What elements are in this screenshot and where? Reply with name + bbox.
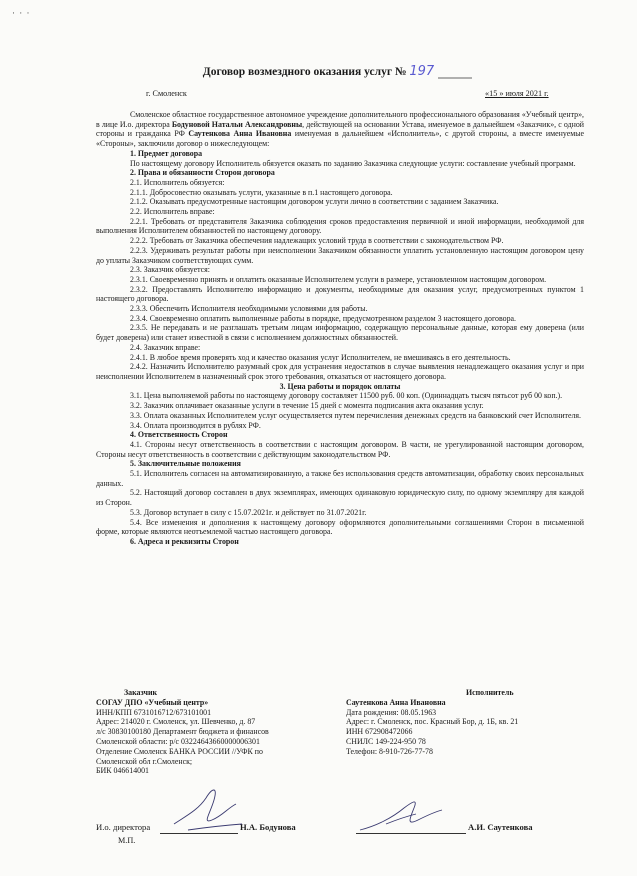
signatory-name-customer: Н.А. Бодунова (240, 822, 296, 832)
contract-paragraph: 2.3.4. Своевременно оплатить выполненные работы в порядке, предусмотренном разделом 3 настоящего договора. (130, 313, 517, 323)
contract-paragraph: 2.3.1. Своевременно принять и оплатить оказанные Исполнителем услуги в размере, установленном настоящим договором. (130, 274, 547, 284)
intro-part-3: именуемая в дальнейшем «Исполнитель», с другой стороны, а вместе именуемые «Стороны», заключили договор о нижеследующем: (96, 129, 584, 149)
contract-paragraph: 2.3.5. Не передавать и не разглашать третьим лицам информацию, содержащую персональные данные, которая ему доверена (или будет доверена) или станет известной в связи с исполнением должностных обязанностей. (96, 323, 584, 343)
contract-paragraph: 5.1. Исполнитель согласен на автоматизированную, а также без использования средств автоматизации, обработку своих персональных данных. (96, 469, 584, 488)
customer-heading: Заказчик (124, 688, 158, 697)
section-heading: 1. Предмет договора (130, 148, 203, 158)
contract-date: «15 » июля 2021 г. (485, 89, 549, 98)
contract-paragraph: 2.3.3. Обеспечить Исполнителя необходимыми условиями для работы. (130, 304, 368, 314)
city-label: г. Смоленск (146, 89, 187, 98)
contract-paragraph: 2.4.1. В любое время проверять ход и качество оказания услуг Исполнителем, не вмешиваясь в его деятельность. (130, 352, 511, 362)
section-heading: 5. Заключительные положения (130, 459, 241, 469)
contractor-line: Адрес: г. Смоленск, пос. Красный Бор, д. 1Б, кв. 21 (346, 717, 519, 727)
number-underline (438, 77, 474, 81)
customer-requisites (96, 688, 346, 776)
title-text: Договор возмездного оказания услуг № (202, 66, 407, 78)
contractor-line: ИНН 672908472066 (346, 727, 413, 737)
contract-paragraph: 2.2.1. Требовать от представителя Заказчика соблюдения сроков предоставления первичной и иной информации, необходимой для выполнения Исполнителем обязанностей по настоящему договору. (96, 216, 584, 236)
contract-paragraph: 3.2. Заказчик оплачивает оказанные услуги в течение 15 дней с момента подписания акта оказания услуг. (130, 401, 484, 411)
customer-line: л/с 30830100180 Департамент бюджета и финансов (96, 727, 269, 737)
customer-line: ИНН/КПП 6731016712/673101001 (96, 707, 212, 717)
contractor-full-name: Саутенкова Анна Ивановна (346, 697, 446, 707)
contract-paragraph: 5.3. Договор вступает в силу с 15.07.2021г. и действует по 31.07.2021г. (130, 507, 367, 517)
signatory-title: И.о. директора (96, 822, 151, 832)
signatory-name-contractor: А.И. Саутенкова (468, 822, 533, 832)
contract-paragraph: 2.1. Исполнитель обязуется: (130, 177, 225, 187)
intro-paragraph (96, 110, 584, 149)
contract-number: 197 (409, 64, 435, 79)
contract-paragraph: 2.3. Заказчик обязуется: (130, 265, 210, 275)
customer-signature-line (160, 833, 238, 834)
contract-paragraph: 3.4. Оплата производится в рублях РФ. (130, 420, 261, 430)
customer-line: Адрес: 214020 г. Смоленск, ул. Шевченко, д. 87 (96, 717, 256, 727)
scan-marks: · · · (12, 8, 31, 18)
contract-paragraph: 2.3.2. Предоставлять Исполнителю информацию и документы, необходимые для оказания услуг, предусмотренных пунктом 1 настоящего договора. (96, 284, 584, 304)
section-heading: 2. Права и обязанности Сторон договора (130, 168, 275, 178)
document-title (0, 64, 637, 79)
contractor-signature-line (356, 833, 466, 834)
contractor-name: Саутенкова Анна Ивановна (188, 129, 292, 139)
customer-signature (168, 780, 248, 840)
contract-sections (96, 149, 584, 547)
section-heading: 6. Адреса и реквизиты Сторон (130, 536, 239, 546)
contractor-line: Дата рождения: 08.05.1963 (346, 707, 437, 717)
director-name: Бодуновой Натальи Александровны (171, 119, 303, 129)
contract-paragraph: 2.2. Исполнитель вправе: (130, 207, 215, 217)
contract-paragraph: 2.4.2. Назначить Исполнителю разумный срок для устранения недостатков в случае выявления ненадлежащего оказания услуг и при неисполнении Исполнителем в назначенный срок этого требования, отказаться от настоящего договора. (96, 362, 584, 381)
customer-line: Смоленской области: р/с 03224643660000006301 (96, 736, 260, 746)
contract-paragraph: 2.2.3. Удерживать результат работы при неисполнении Заказчиком обязанности уплатить установленную настоящим договором цену до уплаты Заказчиком соответствующих сумм. (96, 245, 584, 265)
contract-paragraph: 3.3. Оплата оказанных Исполнителем услуг осуществляется путем перечисления денежных средств на банковский счет Исполнителя. (130, 410, 582, 420)
contract-paragraph: 2.1.1. Добросовестно оказывать услуги, указанные в п.1 настоящего договора. (130, 187, 393, 197)
contractor-requisites (346, 688, 586, 757)
intro-part-2: , действующей на основании Устава, именуемое в дальнейшем «Заказчик», с одной стороны и гражданка РФ (96, 119, 584, 139)
contract-body (96, 110, 584, 547)
section-heading: 3. Цена работы и порядок оплаты (279, 381, 401, 391)
contractor-line: СНИЛС 149-224-950 78 (346, 736, 426, 746)
section-heading: 4. Ответственность Сторон (130, 430, 228, 440)
customer-line: БИК 046614001 (96, 766, 149, 776)
customer-line: Смоленской обл г.Смоленск; (96, 756, 193, 766)
customer-line: Отделение Смоленск БАНКА РОССИИ //УФК по (96, 746, 263, 756)
stamp-place: М.П. (118, 836, 136, 845)
contractor-heading: Исполнитель (466, 688, 514, 697)
contract-paragraph: По настоящему договору Исполнитель обязуется оказать по заданию Заказчика следующие услуги: составление учебный программ. (130, 158, 576, 168)
contractor-line: Телефон: 8-910-726-77-78 (346, 746, 433, 756)
contract-paragraph: 2.1.2. Оказывать предусмотренные настоящим договором услуги лично в соответствии с заданием Заказчика. (130, 197, 499, 207)
contract-paragraph: 3.1. Цена выполняемой работы по настоящему договору составляет 11500 руб. 00 коп. (Одиннадцать тысяч пятьсот руб 00 коп.). (130, 391, 563, 401)
contract-paragraph: 2.2.2. Требовать от Заказчика обеспечения надлежащих условий труда в соответствии с законодательством РФ. (130, 236, 504, 246)
contract-paragraph: 4.1. Стороны несут ответственность в соответствии с настоящим договором. В части, не урегулированной настоящим договором, Стороны несут ответственность в соответствии с действующим законодательством РФ. (96, 439, 584, 459)
contract-paragraph: 5.4. Все изменения и дополнения к настоящему договору оформляются дополнительными соглашениями Сторон в письменной форме, которые являются неотъемлемой частью настоящего договора. (96, 517, 584, 537)
contract-paragraph: 5.2. Настоящий договор составлен в двух экземплярах, имеющих одинаковую юридическую силу, по одному экземпляру для каждой из Сторон. (96, 488, 584, 508)
customer-name: СОГАУ ДПО «Учебный центр» (96, 697, 209, 707)
contract-paragraph: 2.4. Заказчик вправе: (130, 342, 201, 352)
intro-part-1: Смоленское областное государственное автономное учреждение дополнительного профессионального образования «Учебный центр», в лице И.о. директора (96, 110, 584, 129)
